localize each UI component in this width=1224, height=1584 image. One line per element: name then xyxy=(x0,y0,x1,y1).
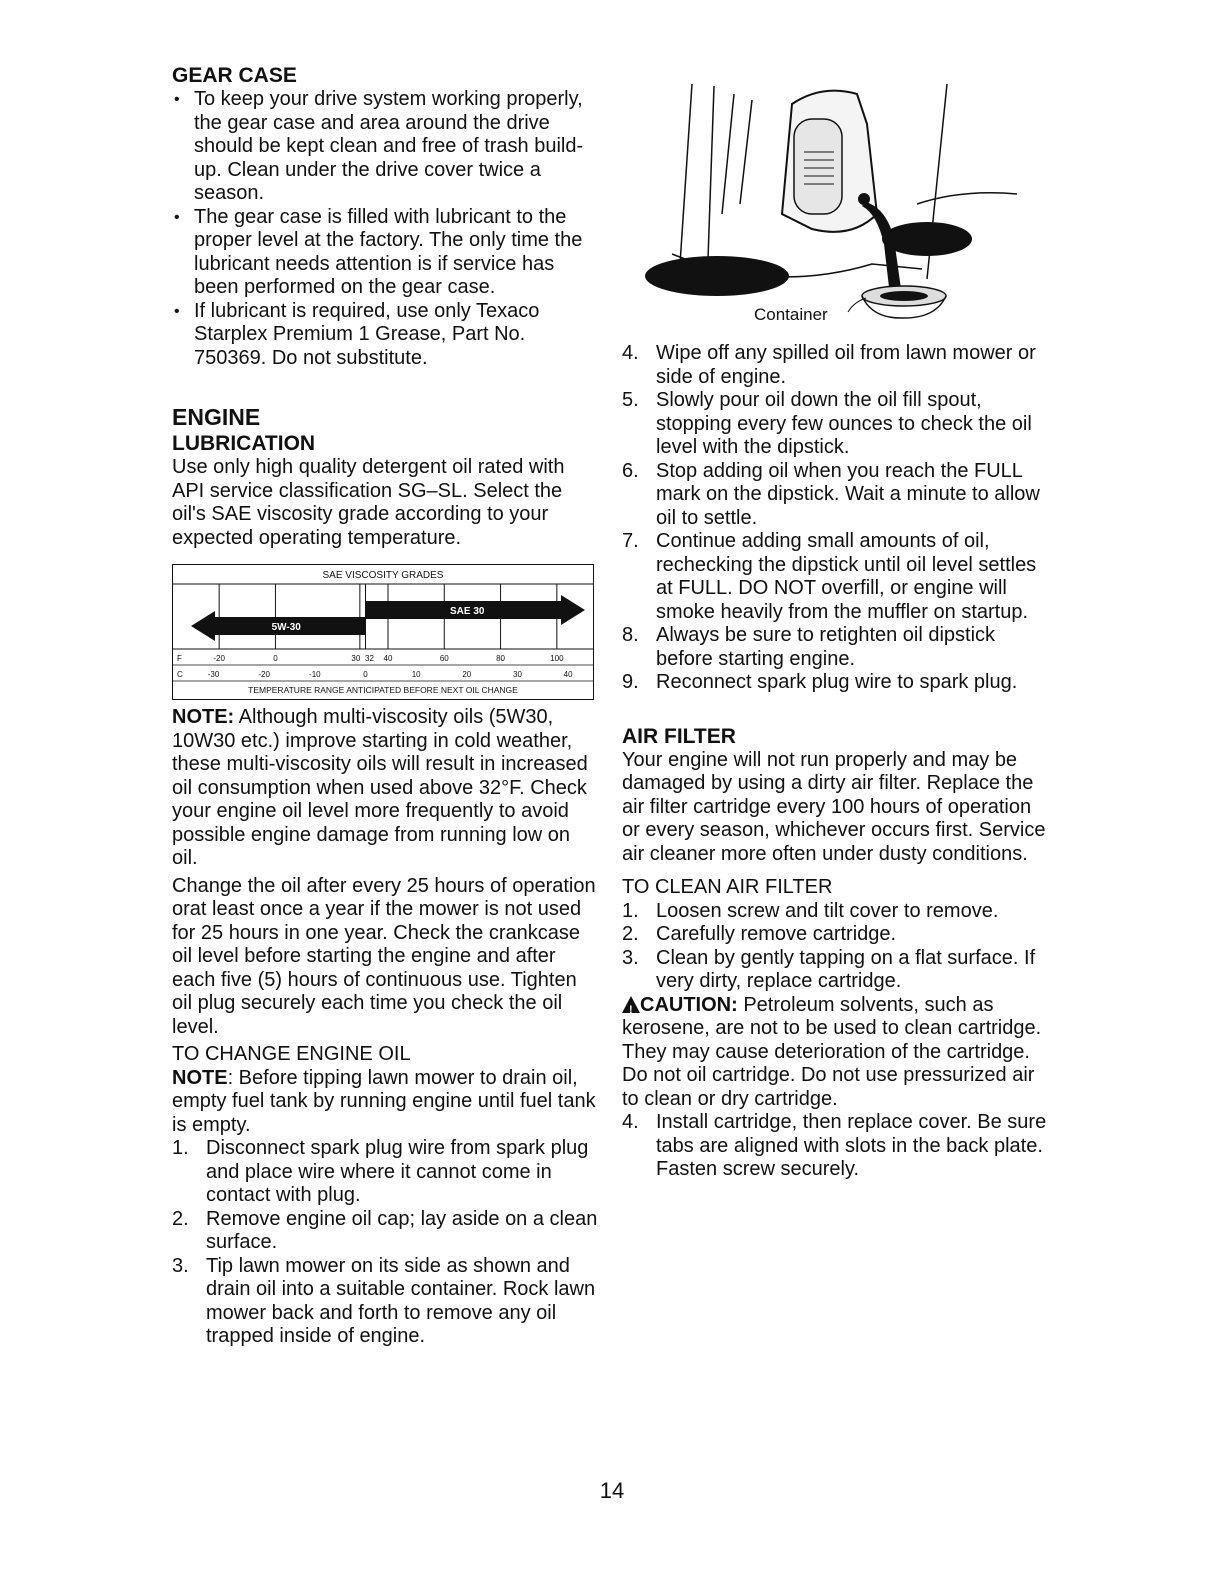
step-item xyxy=(172,1208,598,1255)
step-number: 5. xyxy=(622,389,639,411)
step-number: 1. xyxy=(622,899,639,922)
step-text: Remove engine oil cap; lay aside on a clean surface. xyxy=(206,1207,598,1253)
clean-air-filter-heading: TO CLEAN AIR FILTER xyxy=(622,876,833,898)
gear-case-bullet: • If lubricant is required, use only Texaco Starplex Premium 1 Grease, Part No. 750369. Do not substitute. xyxy=(172,300,598,371)
step-number: 2. xyxy=(622,923,639,945)
c-tick-label: 0 xyxy=(363,670,368,679)
step-item xyxy=(622,1111,1054,1182)
page-number: 14 xyxy=(599,1478,625,1503)
note2-text: : Before tipping lawn mower to drain oil, empty fuel tank by running engine until fuel tank is empty. xyxy=(172,1066,596,1136)
f-tick-label: 80 xyxy=(496,654,506,663)
step-text: Clean by gently tapping on a flat surface. If very dirty, replace cartridge. xyxy=(656,946,1036,992)
f-tick-label: 100 xyxy=(550,654,564,663)
note2-paragraph xyxy=(172,1067,598,1138)
f-tick-label: 40 xyxy=(383,654,393,663)
c-axis-label: C xyxy=(177,670,183,679)
f-tick-label: 60 xyxy=(439,654,449,663)
change-oil-steps xyxy=(172,1137,598,1349)
step-item xyxy=(622,342,1054,389)
step-number: 4. xyxy=(622,342,639,364)
f-tick-label: 0 xyxy=(273,654,278,663)
step-item xyxy=(622,460,1054,531)
gear-case-bullet: • The gear case is filled with lubricant to the proper level at the factory. The only time the lubricant needs attention is if service has been performed on the gear case. xyxy=(172,206,598,300)
change-oil-steps-continued xyxy=(622,342,1054,695)
step-item xyxy=(622,624,1054,671)
container-label: Container xyxy=(754,305,828,324)
c-tick-label: -10 xyxy=(309,670,321,679)
c-tick-label: -30 xyxy=(207,670,220,679)
step-number: 3. xyxy=(172,1254,189,1277)
handle-line xyxy=(680,84,692,264)
step-text: Stop adding oil when you reach the FULL mark on the dipstick. Wait a minute to allow oil to settle. xyxy=(656,459,1040,529)
step-text: Always be sure to retighten oil dipstick before starting engine. xyxy=(656,624,996,670)
step-number: 7. xyxy=(622,530,639,552)
change-oil-heading: TO CHANGE ENGINE OIL xyxy=(172,1043,411,1065)
step-text: Reconnect spark plug wire to spark plug. xyxy=(656,671,1018,693)
step-text: Wipe off any spilled oil from lawn mower or side of engine. xyxy=(656,342,1036,388)
step-number: 4. xyxy=(622,1111,639,1133)
note-text: Although multi-viscosity oils (5W30, 10W30 etc.) improve starting in cold weather, these multi-viscosity oils will result in increased oil consumption when used above 32°F. Check your engine oil level more frequently to avoid possible engine damage from running low on oil. xyxy=(172,706,588,869)
f-tick-label: 32 xyxy=(365,654,374,663)
engine-heading: ENGINE xyxy=(172,404,261,430)
step-item xyxy=(172,1255,598,1349)
oil-drain-illustration xyxy=(622,64,1054,334)
step-text: Continue adding small amounts of oil, rechecking the dipstick until oil level settles at FULL. DO NOT overfill, or engine will smoke heavily from the muffler on startup. xyxy=(656,530,1037,623)
note-paragraph xyxy=(172,706,598,871)
chart-xlabel: TEMPERATURE RANGE ANTICIPATED BEFORE NEXT OIL CHANGE xyxy=(248,685,518,695)
f-tick-label: 30 xyxy=(351,654,361,663)
step-number: 8. xyxy=(622,624,639,646)
caution-label: CAUTION: xyxy=(640,993,738,1016)
left-column xyxy=(172,64,598,1349)
f-axis-label: F xyxy=(177,654,182,663)
step-text: Tip lawn mower on its side as shown and drain oil into a suitable container. Rock lawn mower back and forth to remove any oil trapped inside of engine. xyxy=(206,1254,596,1347)
c-tick-label: 30 xyxy=(513,670,522,679)
step-text: Loosen screw and tilt cover to remove. xyxy=(656,899,999,922)
wheel xyxy=(645,256,789,296)
chart-title: SAE VISCOSITY GRADES xyxy=(322,570,444,581)
series-label: SAE 30 xyxy=(450,606,485,617)
step-text: Slowly pour oil down the oil fill spout, stopping every few ounces to check the oil level with the dipstick. xyxy=(656,389,1032,458)
step-item xyxy=(622,900,1054,924)
step-item xyxy=(622,671,1054,695)
f-tick-label: -20 xyxy=(213,654,225,663)
handle-line xyxy=(722,94,734,214)
viscosity-chart-svg xyxy=(173,565,593,699)
step-number: 6. xyxy=(622,459,639,482)
spark-plug-wire xyxy=(917,193,1017,204)
gear-case-heading: GEAR CASE xyxy=(172,64,297,87)
step-number: 1. xyxy=(172,1137,189,1159)
right-column xyxy=(622,64,1054,1182)
air-filter-heading: AIR FILTER xyxy=(622,724,736,748)
step-number: 9. xyxy=(622,671,639,693)
step-item xyxy=(622,530,1054,624)
step-item xyxy=(172,1137,598,1208)
change-oil-text: Change the oil after every 25 hours of operation orat least once a year if the mower is not used for 25 hours in one year. Check the crankcase oil level before starting the engine and after each five (5) hours of continuous use. Tighten oil plug securely each time you check the oil level. xyxy=(172,874,596,1038)
step-text: Carefully remove cartridge. xyxy=(656,923,897,945)
step-item xyxy=(622,389,1054,460)
gear-case-list xyxy=(172,88,598,370)
note2-label: NOTE xyxy=(172,1066,228,1089)
c-tick-label: 40 xyxy=(563,670,573,679)
step-item xyxy=(622,947,1054,994)
caution-text: Petroleum solvents, such as kerosene, are not to be used to clean cartridge. They may cause deterioration of the cartridge. Do not oil cartridge. Do not use pressurized air to clean or dry cartridge. xyxy=(622,993,1042,1110)
lubrication-heading: LUBRICATION xyxy=(172,432,316,455)
caution-icon xyxy=(622,996,640,1013)
step-number: 2. xyxy=(172,1207,189,1230)
series-label: 5W-30 xyxy=(271,622,301,633)
caution-paragraph xyxy=(622,994,1054,1112)
note-label: NOTE: xyxy=(172,706,235,728)
clean-air-filter-steps-continued xyxy=(622,1111,1054,1182)
lubrication-text: Use only high quality detergent oil rated with API service classification SG–SL. Select the oil's SAE viscosity grade according to your expected operating temperature. xyxy=(172,456,565,549)
viscosity-chart xyxy=(172,564,594,700)
step-text: Install cartridge, then replace cover. Be sure tabs are aligned with slots in the back plate. Fasten screw securely. xyxy=(656,1111,1047,1180)
clean-air-filter-steps xyxy=(622,900,1054,994)
step-number: 3. xyxy=(622,946,639,969)
container-oil xyxy=(880,291,928,301)
air-filter-housing xyxy=(794,119,842,214)
gear-case-bullet: • To keep your drive system working properly, the gear case and area around the drive should be kept clean and free of trash build-up. Clean under the drive cover twice a season. xyxy=(172,88,598,206)
c-tick-label: 10 xyxy=(411,670,421,679)
handle-line xyxy=(708,86,714,259)
c-tick-label: 20 xyxy=(462,670,472,679)
c-tick-label: -20 xyxy=(258,670,270,679)
handle-line xyxy=(740,100,752,204)
air-filter-text: Your engine will not run properly and may be damaged by using a dirty air filter. Replace the air filter cartridge every 100 hours of operation or every season, whichever occurs first. Service air cleaner more often under dusty conditions. xyxy=(622,748,1046,865)
step-item xyxy=(622,923,1054,947)
step-text: Disconnect spark plug wire from spark plug and place wire where it cannot come in contact with plug. xyxy=(206,1137,589,1206)
mower-tipped-illustration xyxy=(622,64,1054,334)
